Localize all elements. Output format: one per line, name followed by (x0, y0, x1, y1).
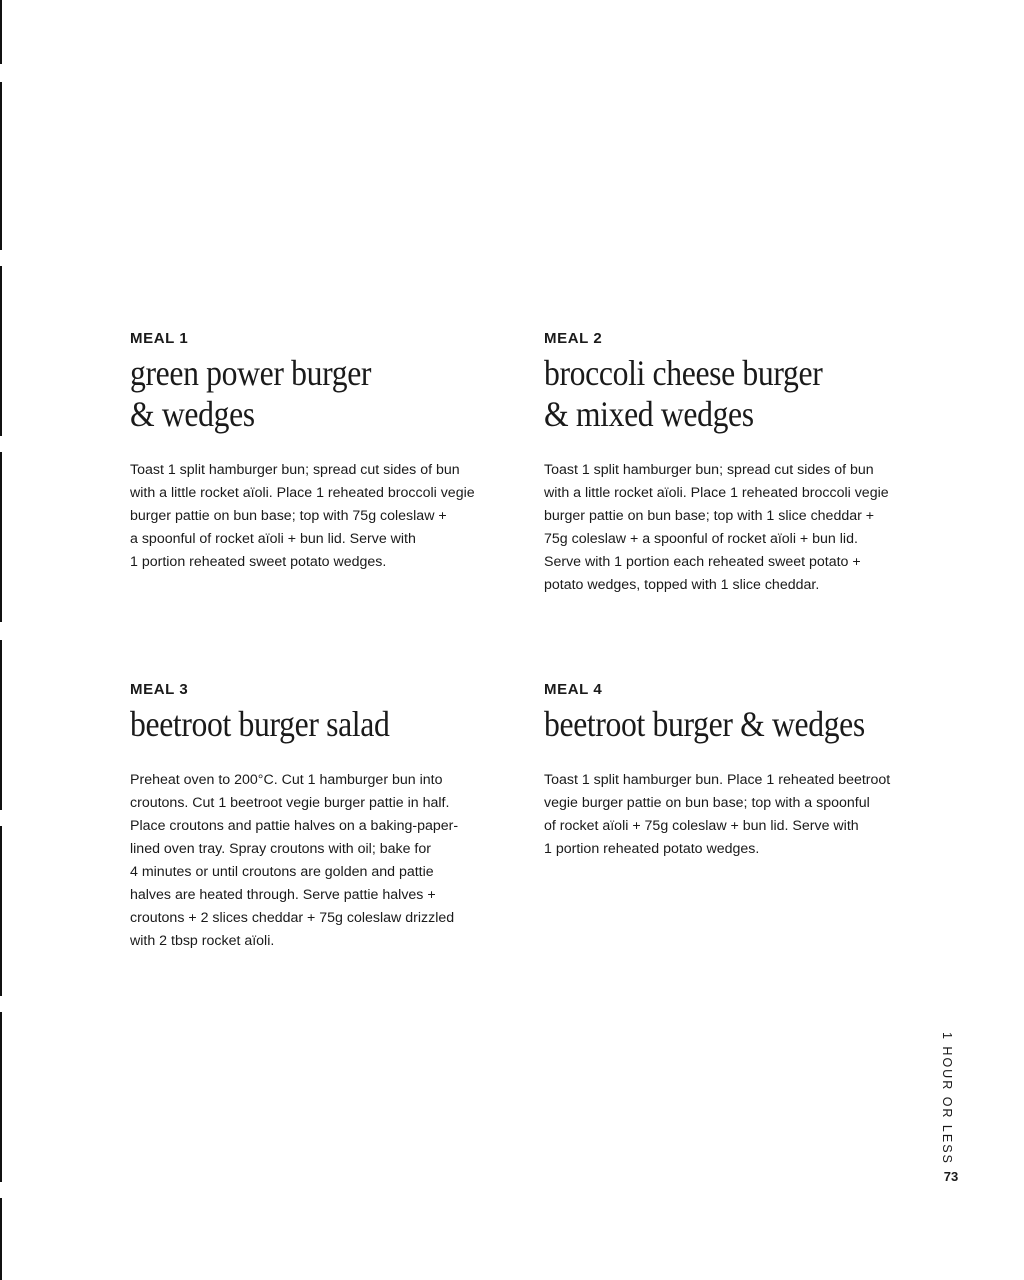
meal-body-line: vegie burger pattie on bun base; top with a spoonful (544, 795, 870, 811)
meal-title (130, 704, 419, 745)
running-head-text: 1 HOUR OR LESS (940, 1032, 954, 1165)
edge-mark (0, 1012, 2, 1182)
meal-title (130, 353, 433, 435)
meal-body-line: a spoonful of rocket aïoli + bun lid. Serve with (130, 531, 416, 547)
meal-body-line: Toast 1 split hamburger bun. Place 1 reheated beetroot (544, 772, 891, 788)
meal-label: MEAL 4 (544, 681, 603, 698)
meal-body-line: Preheat oven to 200°C. Cut 1 hamburger bun into (130, 772, 443, 788)
meal-label: MEAL 1 (130, 330, 189, 347)
meal-title (544, 353, 847, 435)
section-running-head (940, 1032, 964, 1165)
edge-mark (0, 452, 2, 622)
meal-2 (544, 330, 889, 597)
edge-mark (0, 640, 2, 810)
meal-body-line: Toast 1 split hamburger bun; spread cut sides of bun (544, 462, 874, 478)
meal-instructions (544, 459, 889, 597)
meal-body-line: potato wedges, topped with 1 slice cheddar. (544, 577, 820, 593)
meal-title-line: & wedges (130, 394, 255, 434)
meal-4 (544, 681, 909, 861)
meal-title-line: & mixed wedges (544, 394, 754, 434)
meal-body-line: 4 minutes or until croutons are golden and pattie (130, 864, 434, 880)
meal-body-line: croutons + 2 slices cheddar + 75g coleslaw drizzled (130, 910, 455, 926)
edge-mark (0, 0, 2, 64)
meal-instructions (130, 459, 475, 574)
edge-mark (0, 266, 2, 436)
meal-title-line: beetroot burger & wedges (544, 704, 865, 744)
meal-body-line: halves are heated through. Serve pattie halves + (130, 887, 436, 903)
meal-body-line: with a little rocket aïoli. Place 1 reheated broccoli vegie (130, 485, 475, 501)
edge-mark (0, 82, 2, 250)
meal-title-line: green power burger (130, 353, 372, 393)
meal-instructions (130, 769, 458, 953)
meal-title-line: beetroot burger salad (130, 704, 390, 744)
meal-body-line: 1 portion reheated potato wedges. (544, 841, 760, 857)
meal-body-line: Serve with 1 portion each reheated sweet potato + (544, 554, 861, 570)
meal-1 (130, 330, 475, 574)
meal-body-line: with 2 tbsp rocket aïoli. (130, 933, 275, 949)
meal-3 (130, 681, 458, 953)
meal-body-line: 1 portion reheated sweet potato wedges. (130, 554, 387, 570)
edge-mark (0, 826, 2, 996)
meal-title (544, 704, 865, 745)
meal-body-line: croutons. Cut 1 beetroot vegie burger pattie in half. (130, 795, 450, 811)
meal-body-line: lined oven tray. Spray croutons with oil; bake for (130, 841, 431, 857)
meal-title-line: broccoli cheese burger (544, 353, 823, 393)
meal-body-line: burger pattie on bun base; top with 75g coleslaw + (130, 508, 447, 524)
meal-instructions (544, 769, 909, 861)
meal-body-line: of rocket aïoli + 75g coleslaw + bun lid. Serve with (544, 818, 859, 834)
edge-mark (0, 1198, 2, 1280)
meal-body-line: Toast 1 split hamburger bun; spread cut sides of bun (130, 462, 460, 478)
meal-body-line: 75g coleslaw + a spoonful of rocket aïoli + bun lid. (544, 531, 858, 547)
meal-body-line: burger pattie on bun base; top with 1 slice cheddar + (544, 508, 875, 524)
page-number: 73 (943, 1169, 959, 1184)
meal-label: MEAL 2 (544, 330, 603, 347)
meal-body-line: Place croutons and pattie halves on a baking-paper- (130, 818, 459, 834)
meal-body-line: with a little rocket aïoli. Place 1 reheated broccoli vegie (544, 485, 889, 501)
meal-label: MEAL 3 (130, 681, 189, 698)
